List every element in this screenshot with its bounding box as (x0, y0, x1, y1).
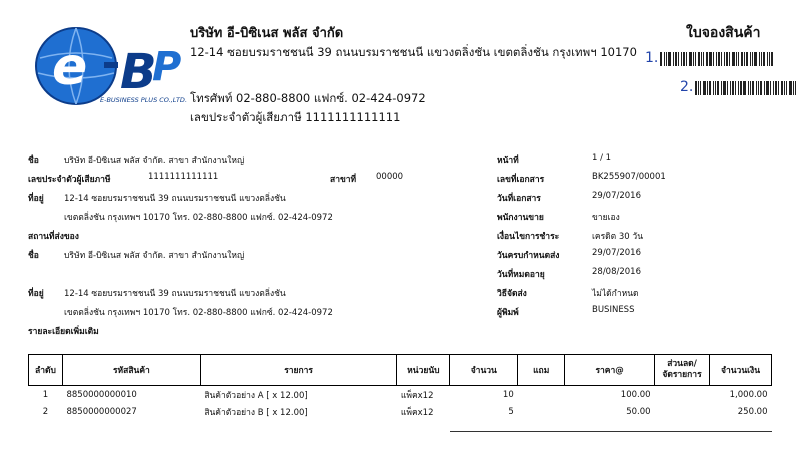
company-tax-id: เลขประจำตัวผู้เสียภาษี 1111111111111 (190, 110, 401, 124)
barcode-bar (750, 81, 751, 95)
barcode-bar (709, 52, 712, 66)
table-cell: 10 (502, 389, 514, 400)
barcode-bar (760, 81, 762, 95)
barcode-bar (752, 52, 753, 66)
barcode-bar (781, 81, 783, 95)
barcode-bar (664, 52, 665, 66)
document-title: ใบจองสินค้า (686, 25, 761, 41)
barcode-bar (748, 81, 749, 95)
details-label: รายละเอียดเพิ่มเติม (28, 327, 99, 337)
barcode-bar (766, 81, 769, 95)
barcode-bar (695, 52, 696, 66)
meta-label: วันครบกำหนดส่ง (497, 251, 560, 261)
table-cell: 8850000000010 (66, 389, 137, 400)
copy-number-2: 2. (680, 79, 694, 95)
meta-value: 29/07/2016 (592, 191, 641, 201)
svg-text:e: e (52, 37, 88, 97)
barcode-bar (767, 52, 768, 66)
barcode-bar (698, 81, 699, 95)
barcode-bar (775, 81, 777, 95)
barcode-bar (715, 81, 716, 95)
barcode-bar (721, 52, 722, 66)
barcode-bar (736, 52, 737, 66)
table-cell (655, 403, 710, 420)
col-header: รายการ (200, 355, 397, 386)
meta-value: 1 / 1 (592, 153, 612, 163)
col-header: ลำดับ (29, 355, 63, 386)
barcode-bar (709, 81, 711, 95)
barcode-bar (695, 81, 697, 95)
meta-label: วิธีจัดส่ง (497, 289, 527, 299)
barcode-bar (721, 81, 722, 95)
meta-label: ผู้พิมพ์ (497, 308, 519, 318)
table-cell: 8850000000027 (66, 406, 137, 417)
shipping-address-label: ที่อยู่ (28, 289, 44, 299)
meta-value: 28/08/2016 (592, 267, 641, 277)
barcode-bar (735, 81, 736, 95)
barcode-bar (727, 81, 728, 95)
barcode-bar (756, 81, 757, 95)
barcode-bar (746, 52, 748, 66)
meta-value: ไม่ได้กำหนด (592, 289, 639, 299)
company-name: บริษัท อี-บิซิเนส พลัส จำกัด (190, 26, 344, 41)
barcode-bar (769, 52, 770, 66)
barcode-bar (686, 52, 687, 66)
customer-tax-label: เลขประจำตัวผู้เสียภาษี (28, 175, 111, 185)
company-logo (34, 18, 194, 110)
barcode-bar (718, 52, 720, 66)
barcode-bar (717, 81, 719, 95)
col-header: รหัสสินค้า (62, 355, 200, 386)
svg-text:B: B (120, 44, 157, 100)
shipping-address-line1: 12-14 ซอยบรมราชชนนี 39 ถนนบรมราชชนนี แขวงตลิ่งชัน (64, 289, 286, 299)
barcode-bar (784, 81, 785, 95)
table-cell (518, 386, 565, 404)
col-header: ราคา@ (565, 355, 655, 386)
barcode-bar (706, 52, 708, 66)
barcode-bar (713, 52, 714, 66)
shipping-name-label: ชื่อ (28, 251, 39, 261)
barcode-bar (703, 81, 706, 95)
barcode-bar (683, 52, 685, 66)
customer-branch: 00000 (376, 172, 404, 182)
barcode-bar (778, 81, 779, 95)
shipping-title: สถานที่ส่งของ (28, 232, 79, 242)
barcode-bar (675, 52, 677, 66)
customer-name-label: ชื่อ (28, 156, 39, 166)
customer-address-line1: 12-14 ซอยบรมราชชนนี 39 ถนนบรมราชชนนี แขวงตลิ่งชัน (64, 194, 286, 204)
logo-caption: E-BUSINESS PLUS CO.,LTD. (100, 96, 188, 104)
shipping-name: บริษัท อี-บิซิเนส พลัส จำกัด. สาขา สำนักงานใหญ่ (64, 251, 245, 261)
table-cell: 1 (42, 389, 49, 400)
table-row (29, 403, 772, 420)
customer-address-line2: เขตตลิ่งชัน กรุงเทพฯ 10170 โทร. 02-880-8800 แฟกซ์. 02-424-0972 (64, 213, 333, 223)
meta-label: วันที่เอกสาร (497, 194, 541, 204)
copy-number-1: 1. (645, 50, 659, 66)
barcode-bar (786, 81, 787, 95)
barcode-bar (707, 81, 708, 95)
barcode-bar (740, 81, 742, 95)
table-cell (518, 403, 565, 420)
barcode-bar (761, 52, 762, 66)
barcode-bar (750, 52, 751, 66)
table-cell (655, 386, 710, 404)
company-address: 12-14 ซอยบรมราชชนนี 39 ถนนบรมราชชนนี แขวงตลิ่งชัน เขตตลิ่งชัน กรุงเทพฯ 10170 (190, 45, 637, 59)
barcode-bar (703, 52, 704, 66)
barcode-bar (744, 52, 745, 66)
shipping-address-line2: เขตตลิ่งชัน กรุงเทพฯ 10170 โทร. 02-880-8800 แฟกซ์. 02-424-0972 (64, 308, 333, 318)
meta-value: ขายเอง (592, 213, 620, 223)
col-header: แถม (518, 355, 565, 386)
meta-label: วันที่หมดอายุ (497, 270, 545, 280)
barcode-bar (795, 81, 796, 95)
col-header: จำนวน (450, 355, 518, 386)
barcode-bar (741, 52, 743, 66)
barcode-bar (681, 52, 682, 66)
table-cell: 100.00 (620, 389, 651, 400)
barcode-1 (660, 52, 775, 66)
barcode-bar (759, 52, 760, 66)
barcode-bar (771, 52, 773, 66)
meta-label: เลขที่เอกสาร (497, 175, 545, 185)
customer-branch-label: สาขาที่ (330, 175, 357, 185)
table-cell: 5 (508, 406, 514, 417)
table-cell: สินค้าตัวอย่าง B [ x 12.00] (204, 407, 308, 418)
barcode-bar (729, 52, 730, 66)
barcode-bar (789, 81, 792, 95)
company-phone: โทรศัพท์ 02-880-8800 แฟกซ์. 02-424-0972 (190, 91, 426, 105)
barcode-bar (689, 52, 692, 66)
barcode-bar (724, 52, 725, 66)
barcode-bar (743, 81, 746, 95)
barcode-bar (726, 52, 728, 66)
barcode-bar (668, 52, 671, 66)
barcode-bar (673, 52, 674, 66)
table-cell: 50.00 (626, 406, 651, 417)
barcode-bar (732, 52, 735, 66)
meta-label: เงื่อนไขการชำระ (497, 232, 560, 242)
meta-value: BK255907/00001 (592, 172, 666, 182)
table-cell: 2 (42, 406, 49, 417)
barcode-bar (738, 52, 739, 66)
table-cell: แพ็คx12 (400, 390, 434, 401)
barcode-bar (764, 81, 765, 95)
barcode-bar (713, 81, 714, 95)
total-separator (450, 431, 772, 432)
meta-value: BUSINESS (592, 305, 635, 315)
col-header: ส่วนลด/ จัดรายการ (655, 355, 710, 386)
barcode-2 (695, 81, 798, 95)
barcode-bar (716, 52, 717, 66)
barcode-bar (732, 81, 734, 95)
items-table (28, 354, 772, 420)
table-cell: สินค้าตัวอย่าง A [ x 12.00] (204, 390, 308, 401)
barcode-bar (738, 81, 739, 95)
meta-value: 29/07/2016 (592, 248, 641, 258)
barcode-bar (793, 81, 794, 95)
barcode-bar (678, 52, 679, 66)
barcode-bar (758, 81, 759, 95)
barcode-bar (700, 81, 701, 95)
col-header: หน่วยนับ (397, 355, 450, 386)
barcode-bar (698, 52, 700, 66)
barcode-bar (660, 52, 662, 66)
table-cell: 250.00 (737, 406, 768, 417)
table-header-row (29, 355, 772, 386)
barcode-bar (763, 52, 765, 66)
table-row (29, 386, 772, 404)
customer-name: บริษัท อี-บิซิเนส พลัส จำกัด. สาขา สำนักงานใหญ่ (64, 156, 245, 166)
customer-tax: 1111111111111 (148, 172, 219, 182)
meta-label: พนักงานขาย (497, 213, 544, 223)
col-header: จำนวนเงิน (709, 355, 771, 386)
table-cell: แพ็คx12 (400, 407, 434, 418)
customer-address-label: ที่อยู่ (28, 194, 44, 204)
svg-text:P: P (152, 44, 182, 90)
barcode-bar (723, 81, 726, 95)
barcode-bar (701, 52, 702, 66)
barcode-bar (773, 81, 774, 95)
barcode-bar (770, 81, 771, 95)
meta-label: หน้าที่ (497, 156, 519, 166)
barcode-bar (752, 81, 754, 95)
barcode-bar (730, 81, 731, 95)
meta-value: เครดิต 30 วัน (592, 232, 643, 242)
barcode-bar (666, 52, 667, 66)
barcode-bar (754, 52, 757, 66)
table-cell: 1,000.00 (729, 389, 768, 400)
barcode-bar (693, 52, 694, 66)
